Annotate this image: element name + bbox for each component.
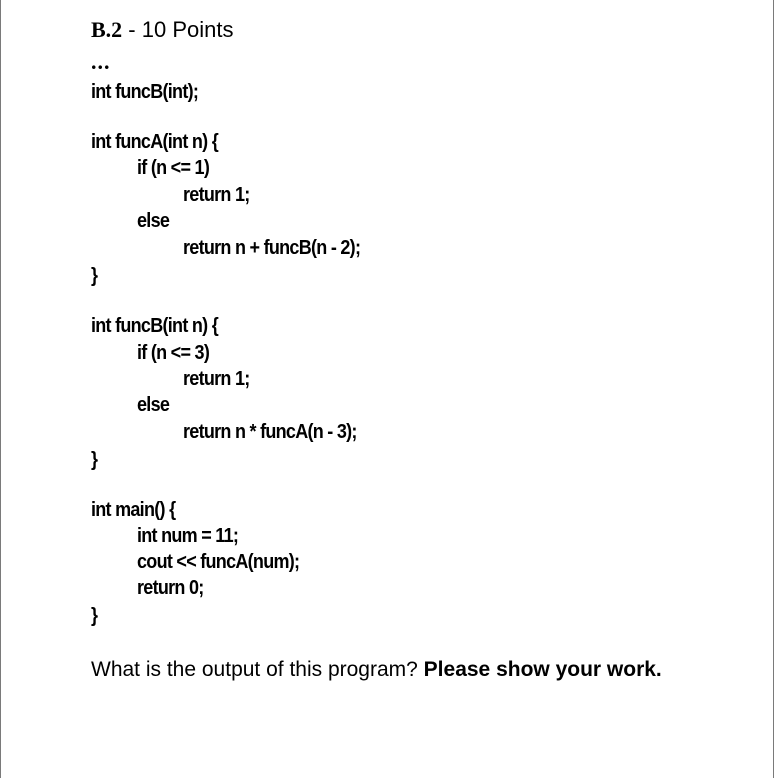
code-line-funcA-else: else bbox=[137, 210, 170, 232]
code-line-funcB-signature: int funcB(int n) { bbox=[91, 315, 219, 337]
question-prompt bbox=[91, 656, 662, 684]
code-line-funcA-close: } bbox=[91, 265, 98, 287]
code-line-funcA-if: if (n <= 1) bbox=[137, 157, 210, 179]
code-line-funcB-if: if (n <= 3) bbox=[137, 342, 210, 364]
code-line-funcB-else: else bbox=[137, 394, 170, 416]
code-line-funcB-close: } bbox=[91, 449, 98, 471]
question-header bbox=[91, 16, 233, 44]
code-line-funcA-signature: int funcA(int n) { bbox=[91, 131, 219, 153]
code-line-main-cout: cout << funcA(num); bbox=[137, 551, 300, 573]
code-line-main-num: int num = 11; bbox=[137, 525, 239, 547]
question-instruction: Please show your work. bbox=[423, 658, 662, 681]
code-line-main-signature: int main() { bbox=[91, 499, 176, 521]
question-text: What is the output of this program? bbox=[91, 658, 424, 681]
question-points: 10 Points bbox=[141, 17, 234, 42]
code-line-main-close: } bbox=[91, 605, 98, 627]
page-border-left bbox=[0, 0, 1, 778]
code-line-main-return: return 0; bbox=[137, 577, 204, 599]
code-line-funcB-return1: return 1; bbox=[183, 368, 250, 390]
question-number: B.2 bbox=[91, 17, 123, 42]
header-separator: - bbox=[122, 17, 142, 42]
code-ellipsis: ... bbox=[91, 49, 111, 74]
code-line-funcB-return2: return n * funcA(n - 3); bbox=[183, 421, 357, 443]
code-line-funcA-return1: return 1; bbox=[183, 184, 250, 206]
code-line-decl: int funcB(int); bbox=[91, 81, 199, 103]
code-line-funcA-return2: return n + funcB(n - 2); bbox=[183, 237, 361, 259]
